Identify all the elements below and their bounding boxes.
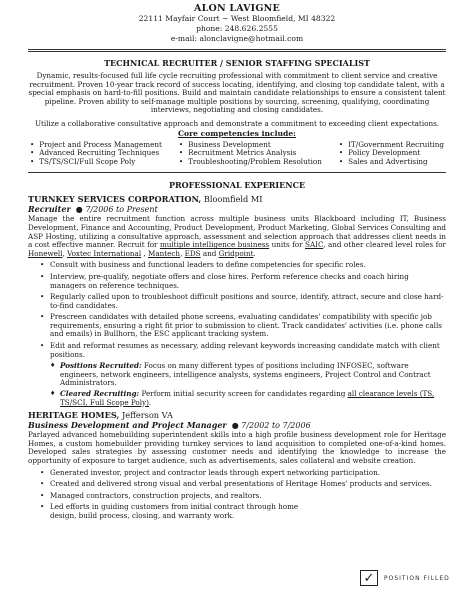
competency-item: • Project and Process Management	[30, 141, 162, 150]
phone-line: phone: 248.626.2555	[196, 24, 278, 33]
job2-company: HERITAGE HOMES,	[28, 410, 120, 421]
sub-label: Positions Recruited:	[60, 361, 142, 371]
header-divider	[28, 49, 446, 52]
job1-desc-text: ,	[180, 248, 185, 258]
job1-location: Bloomfield MI	[201, 194, 263, 205]
stamp-label: POSITION FILLED	[384, 574, 450, 582]
position-filled-stamp	[360, 570, 450, 586]
job1-desc-text: .	[253, 248, 256, 258]
job1-desc-link: Gridpoint	[218, 248, 254, 258]
sub-text: Focus on many different types of positions including INFOSEC, software engineers, network engineers, intelligence analysts, systems engineers, Project Control and Contract Administrators.	[60, 361, 431, 388]
list-item: • Regularly called upon to troubleshoot difficult positions and source, identify, attract, secure and close hard-to-find candidates.	[40, 293, 446, 310]
bullet-separator: ●	[229, 420, 242, 430]
address-line: 22111 Mayfair Court ~ West Bloomfield, MI 48322	[138, 14, 336, 23]
checkmark-icon: ✓	[360, 570, 378, 586]
job1-desc-text: units for	[269, 240, 306, 250]
candidate-name: ALON LAVIGNE	[194, 3, 280, 14]
job1-desc-link: Mantech	[147, 248, 181, 258]
sub-text: Perform initial security screen for candidates regarding	[139, 389, 348, 399]
summary-paragraph: Dynamic, results-focused full life cycle recruiting professional with commitment to client service and creative recruitment. Proven 10-year track record of success locating, identifying, and closing top candidate talent, with a special emphasis on hard-to-fill positions. Build and maintain candidate relationships to ensure a consistent talent pipeline. Proven ability to self-manage multiple positions by sourcing, screening, qualifying, coordinating interviews, negotiating and closing candidates.	[28, 71, 446, 115]
sub-text: .	[148, 397, 152, 407]
positions-recruited-item	[50, 362, 446, 388]
job2-title: Business Development and Project Manager	[28, 419, 227, 430]
list-item: • Led efforts in guiding customers from initial contract through home design, build process, closing, and warranty work.	[40, 503, 446, 520]
job2-location: Jefferson VA	[119, 410, 173, 421]
sub-label: Cleared Recruiting:	[60, 389, 140, 399]
competency-column	[179, 141, 322, 167]
list-item: • Interview, pre-qualify, negotiate offers and close hires. Perform reference checks and coach hiring managers on reference techniques.	[40, 273, 446, 290]
job1-desc-text: Manage the entire recruitment function across multiple business units Blackboard including IT, Business Development, Finance and Accounting, Product Development, Product Marketing, Global Services Consulting and ASP Hosting, utilizing a consultative approach, assessment and selection approach that addresses client needs in a cost effective manner. Recruit for	[28, 214, 446, 250]
resume-header	[28, 4, 446, 44]
competency-item: • Business Development	[179, 141, 322, 150]
competency-column	[339, 141, 444, 167]
competencies-grid	[28, 141, 446, 167]
job1-desc-text: ,	[62, 248, 68, 258]
cleared-recruiting-item	[50, 390, 446, 407]
list-item: • Generated investor, project and contractor leads through expert networking participation.	[40, 469, 446, 478]
job1-description	[28, 215, 446, 258]
competency-item: • Sales and Advertising	[339, 158, 444, 167]
job1-desc-link: multiple intelligence business	[159, 240, 270, 250]
job1-desc-text: and	[200, 248, 219, 258]
job1-desc-link: Voxtec International	[67, 248, 142, 258]
job1-company-line	[28, 195, 446, 205]
experience-section-title: PROFESSIONAL EXPERIENCE	[168, 180, 306, 191]
list-item: • Consult with business and functional leaders to define competencies for specific roles.	[40, 261, 446, 270]
sub-underlined: all clearance levels (TS, TS/SCI, Full Scope Poly)	[60, 389, 435, 407]
job1-desc-link: SAIC	[305, 240, 324, 250]
competency-item: • TS/TS/SCI/Full Scope Poly	[30, 158, 162, 167]
competency-item: • Advanced Recruiting Techniques	[30, 149, 162, 158]
list-item: • Created and delivered strong visual and verbal presentations of Heritage Homes' products and services.	[40, 480, 446, 489]
list-item: • Prescreen candidates with detailed phone screens, evaluating candidates' compatibility with specific job requirements, ensuring a right fit prior to submission to client. Track candidates' activities (i.e. phone calls and emails) in Bullhorn, the ESC applicant tracking system.	[40, 313, 446, 339]
job2-bullets	[28, 469, 446, 521]
list-item: • Managed contractors, construction projects, and realtors.	[40, 492, 446, 501]
bullet-separator: ●	[73, 204, 86, 214]
job1-title: Recruiter	[28, 203, 71, 214]
job2-description: Parlayed advanced homebuilding superintendent skills into a high profile business development role for Heritage Homes, a custom homebuilder providing turnkey services to land acquisition to completed one-of-a-kind homes. Developed sales strategies by assessing customer needs and identifying the knowledge to increase the opportunity of exposure to target audience, such as advertisements, sales collateral and website creation.	[28, 430, 446, 465]
job1-bullets	[28, 261, 446, 359]
job2-dates: 7/2002 to 7/2006	[241, 420, 311, 430]
job1-desc-text: , and other cleared level roles for	[323, 240, 446, 250]
competency-item: • Policy Development	[339, 149, 444, 158]
job1-desc-text: ,	[141, 248, 148, 258]
headline: TECHNICAL RECRUITER / SENIOR STAFFING SPECIALIST	[104, 58, 370, 68]
list-item: • Edit and reformat resumes as necessary, adding relevant keywords increasing candidate match with client positions.	[40, 342, 446, 359]
job1-company: TURNKEY SERVICES CORPORATION,	[28, 194, 202, 205]
competency-item: • Recruitment Metrics Analysis	[179, 149, 322, 158]
collab-statement: Utilize a collaborative consultative approach and demonstrate a commitment to exceeding client expectations.	[34, 118, 440, 128]
job1-sub-bullets	[28, 362, 446, 407]
job1-desc-link: Honewell	[28, 248, 63, 258]
competency-item: • IT/Government Recruiting	[339, 141, 444, 150]
job1-role-line	[28, 205, 446, 215]
job2-role-line	[28, 421, 446, 431]
competency-item: • Troubleshooting/Problem Resolution	[179, 158, 322, 167]
job1-dates: 7/2006 to Present	[85, 204, 158, 214]
core-competencies-title: Core competencies include:	[178, 128, 296, 138]
section-divider	[28, 172, 446, 173]
competency-column	[30, 141, 162, 167]
job1-desc-link: EDS	[184, 248, 201, 258]
email-line: e-mail: alonclavigne@hotmail.com	[170, 34, 304, 43]
